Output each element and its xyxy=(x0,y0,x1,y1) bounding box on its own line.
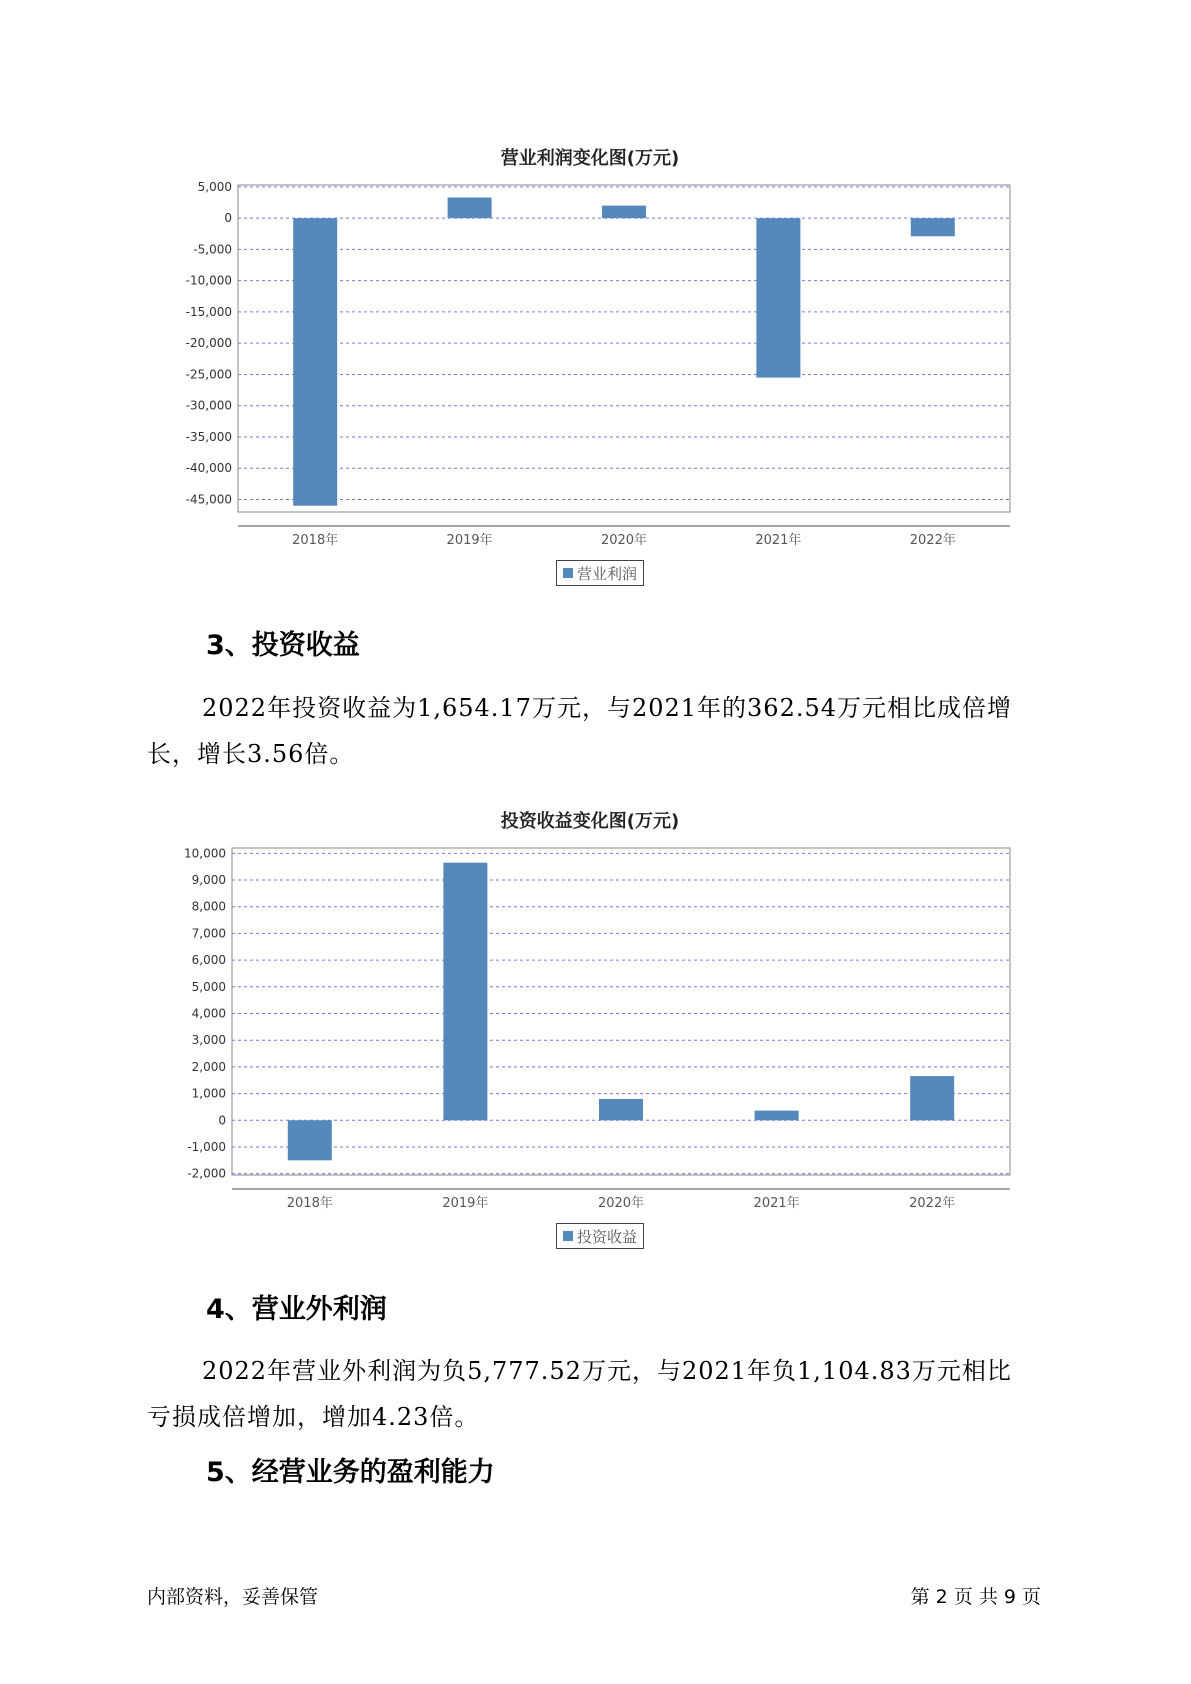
section-heading-investment-income: 3、投资收益 xyxy=(206,630,360,661)
bar xyxy=(293,218,337,506)
y-tick-label: 2,000 xyxy=(191,1059,226,1074)
y-tick-label: -20,000 xyxy=(185,336,232,351)
bar xyxy=(910,1076,954,1120)
bar xyxy=(756,218,800,377)
x-tick-label: 2022年 xyxy=(909,1196,956,1211)
chart-legend xyxy=(556,1223,644,1249)
bar xyxy=(599,1099,643,1120)
bar xyxy=(602,206,646,219)
bar xyxy=(443,863,487,1121)
y-tick-label: 10,000 xyxy=(184,846,226,861)
y-tick-label: 5,000 xyxy=(197,180,232,194)
paragraph-investment-income xyxy=(147,685,1047,777)
y-tick-label: -5,000 xyxy=(193,242,232,257)
paragraph-line: 亏损成倍增加，增加4.23倍。 xyxy=(147,1403,480,1431)
bar xyxy=(288,1120,332,1160)
y-tick-label: -45,000 xyxy=(185,492,232,507)
y-tick-label: -35,000 xyxy=(185,429,232,444)
y-tick-label: 5,000 xyxy=(191,979,226,994)
x-tick-label: 2019年 xyxy=(442,1196,489,1211)
x-tick-label: 2022年 xyxy=(909,533,956,548)
footer-note: 内部资料，妥善保管 xyxy=(147,1586,319,1608)
page-number: 第 2 页 共 9 页 xyxy=(910,1586,1041,1608)
legend-label: 营业利润 xyxy=(577,564,638,583)
paragraph-line: 长，增长3.56倍。 xyxy=(147,740,355,768)
chart-investment-income xyxy=(150,803,1030,1253)
paragraph-line: 2022年营业外利润为负5,777.52万元，与2021年负1,104.83万元相比 xyxy=(202,1357,1012,1385)
bar xyxy=(755,1111,799,1121)
section-heading-operating-profitability: 5、经营业务的盈利能力 xyxy=(206,1457,495,1488)
bar xyxy=(448,198,492,219)
legend-swatch xyxy=(563,568,573,578)
y-tick-label: 8,000 xyxy=(191,899,226,914)
y-tick-label: 1,000 xyxy=(191,1086,226,1101)
y-tick-label: 7,000 xyxy=(191,926,226,941)
y-tick-label: -30,000 xyxy=(185,398,232,413)
y-tick-label: 3,000 xyxy=(191,1033,226,1048)
legend-swatch xyxy=(563,1231,573,1241)
plot-area xyxy=(238,185,1010,512)
x-tick-label: 2020年 xyxy=(600,533,648,548)
y-tick-label: 6,000 xyxy=(191,953,226,968)
y-tick-label: -1,000 xyxy=(187,1139,226,1154)
legend-label: 投资收益 xyxy=(577,1227,638,1246)
plot-area xyxy=(232,848,1010,1175)
section-heading-non-operating-profit: 4、营业外利润 xyxy=(206,1294,387,1325)
y-tick-label: -10,000 xyxy=(185,273,232,288)
y-tick-label: 4,000 xyxy=(191,1006,226,1021)
y-tick-label: -2,000 xyxy=(187,1166,226,1181)
x-tick-label: 2021年 xyxy=(753,1196,800,1211)
y-tick-label: -40,000 xyxy=(185,461,232,476)
y-tick-label: 0 xyxy=(224,211,232,226)
x-tick-label: 2020年 xyxy=(597,1196,645,1211)
y-tick-label: 9,000 xyxy=(191,873,226,888)
paragraph-non-operating-profit xyxy=(147,1348,1047,1440)
y-tick-label: 0 xyxy=(218,1113,226,1128)
y-tick-label: -15,000 xyxy=(185,304,232,319)
chart-title: 营业利润变化图(万元) xyxy=(500,148,680,169)
y-tick-label: -25,000 xyxy=(185,367,232,382)
bar-chart xyxy=(150,180,1030,590)
bar-chart xyxy=(150,843,1030,1253)
paragraph-line: 2022年投资收益为1,654.17万元，与2021年的362.54万元相比成倍增 xyxy=(202,694,1013,722)
chart-title: 投资收益变化图(万元) xyxy=(500,811,680,832)
chart-operating-profit xyxy=(150,140,1030,590)
x-tick-label: 2021年 xyxy=(755,533,802,548)
x-tick-label: 2019年 xyxy=(446,533,493,548)
bar xyxy=(911,218,955,236)
x-tick-label: 2018年 xyxy=(292,533,339,548)
x-tick-label: 2018年 xyxy=(286,1196,333,1211)
chart-legend xyxy=(556,560,644,586)
